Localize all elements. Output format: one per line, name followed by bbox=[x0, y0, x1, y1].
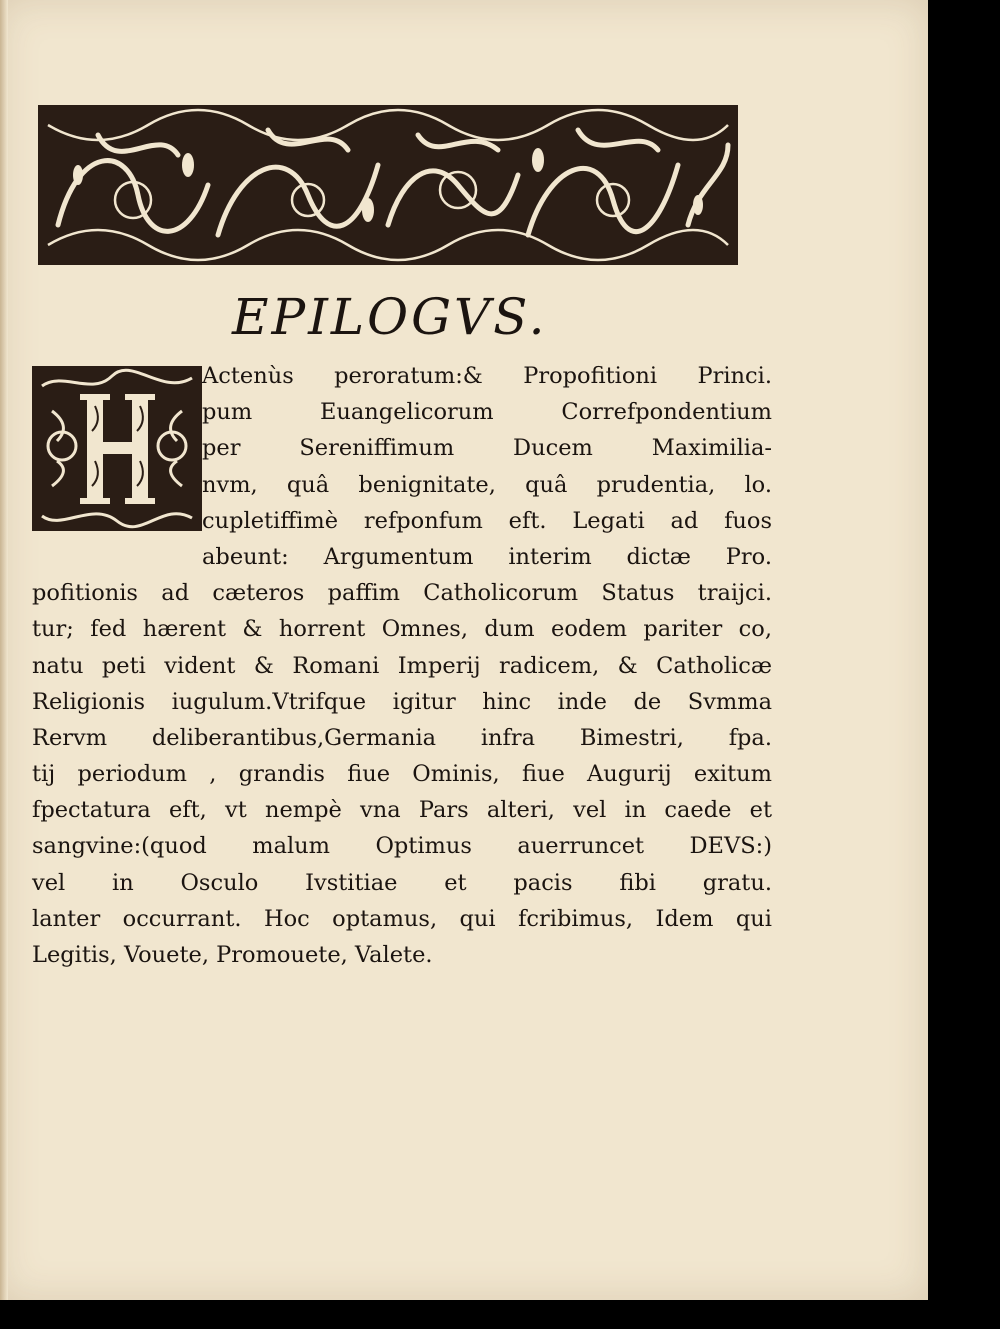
text-line: tij periodum , grandis fiue Ominis, fiue Augurij exitum bbox=[32, 761, 772, 788]
text-line: per Sereniffimum Ducem Maximilia- bbox=[202, 435, 772, 462]
text-line: cupletiffimè refponfum eft. Legati ad fuos bbox=[202, 507, 772, 534]
text-line: sangvine:(quod malum Optimus auerruncet DEVS:) bbox=[32, 833, 772, 860]
text-line: tur; fed hærent & horrent Omnes, dum eodem pariter co, bbox=[32, 616, 772, 643]
text-line: natu peti vident & Romani Imperij radicem, & Catholicæ bbox=[32, 652, 772, 679]
ornamental-headpiece-icon bbox=[38, 105, 738, 265]
text-line: vel in Osculo Ivstitiae et pacis fibi gratu. bbox=[32, 869, 772, 896]
text-line: Rervm deliberantibus,Germania infra Bimestri, fpa. bbox=[32, 724, 772, 751]
text-line: Legitis, Vouete, Promouete, Valete. bbox=[32, 942, 433, 968]
text-line: fpectatura eft, vt nempè vna Pars alteri, vel in caede et bbox=[32, 797, 772, 824]
text-line: pum Euangelicorum Correfpondentium bbox=[202, 399, 772, 426]
text-line: Religionis iugulum.Vtrifque igitur hinc inde de Svmma bbox=[32, 688, 772, 715]
text-line: nvm, quâ benignitate, quâ prudentia, lo. bbox=[202, 471, 772, 498]
text-line: abeunt: Argumentum interim dictæ Pro. bbox=[202, 543, 772, 570]
text-line: pofitionis ad cæteros paffim Catholicorum Status traijci. bbox=[32, 580, 772, 607]
epilogue-text bbox=[32, 358, 772, 973]
page-title: EPILOGVS. bbox=[232, 288, 548, 346]
headpiece-woodcut-icon bbox=[38, 105, 738, 265]
page-gutter-shadow bbox=[0, 0, 8, 1300]
text-line: Actenùs peroratum:& Propofitioni Princi. bbox=[202, 363, 772, 389]
text-line: lanter occurrant. Hoc optamus, qui fcribimus, Idem qui bbox=[32, 905, 772, 932]
